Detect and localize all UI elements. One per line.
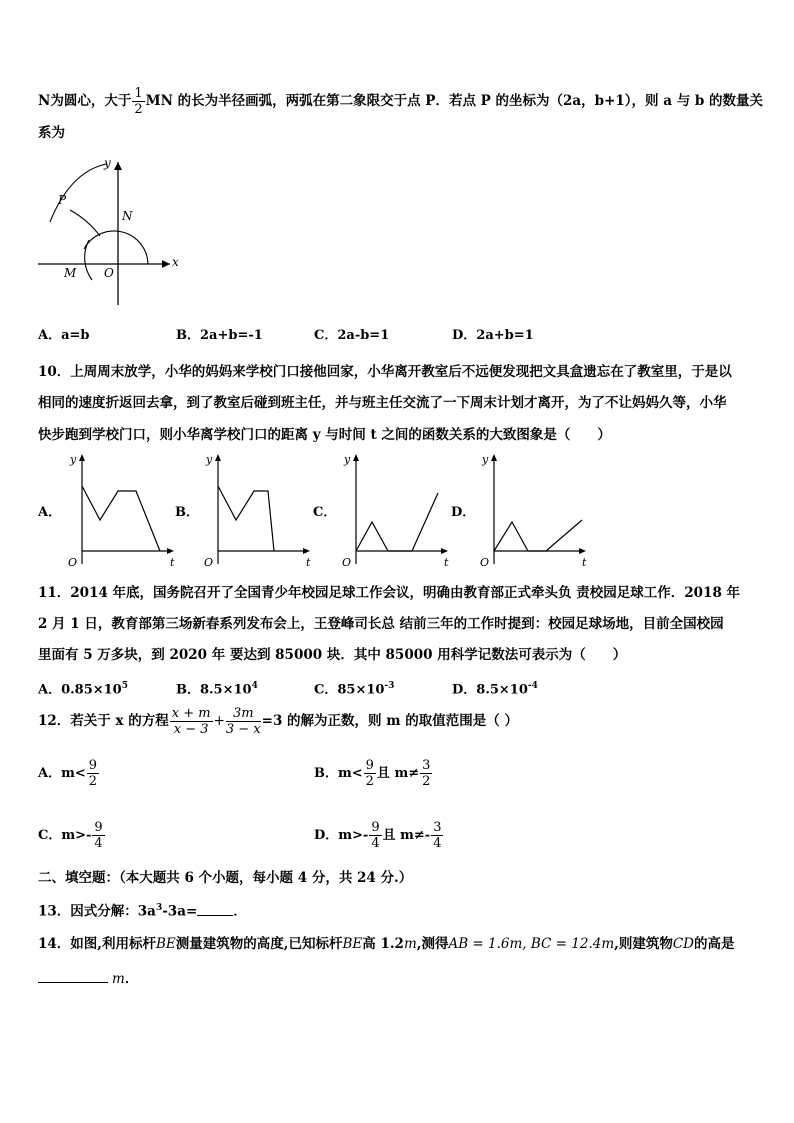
q13: 13．因式分解：$3a^3-3a=$ ．: [38, 899, 247, 921]
q10-option-a[interactable]: A．: [38, 505, 62, 520]
q11-line1: 11．2014 年底，国务院召开了全国青少年校园足球工作会议，明确由教育部正式牵头负 责校园足球工作．2018 年: [38, 585, 741, 601]
q12-option-a[interactable]: A．m< $\frac{9}{2}$: [38, 758, 98, 789]
q12-fraction-2: $\frac{3m}{3 - x}$: [225, 706, 261, 737]
q11-option-c[interactable]: C．$85\times 10^{-3}$: [314, 681, 395, 698]
origin-label: O: [104, 266, 114, 280]
q10-line3: 快步跑到学校门口，则小华离学校门口的距离 y 与时间 t 之间的函数关系的大致图象是（ ）: [38, 427, 611, 443]
q11-option-b[interactable]: B．$8.5\times 10^4$: [176, 681, 258, 698]
q11-option-d[interactable]: D．$8.5\times 10^{-4}$: [452, 681, 538, 698]
graph-b-t-label: t: [306, 556, 311, 569]
q12-stem: 12．若关于 x 的方程 $\frac{x + m}{x - 3}$ + $\frac{3m}{3 - x}$ =3 的解为正数，则 m 的取值范围是（ ）: [38, 706, 518, 737]
q9-text-post: MN 的长为半径画弧，两弧在第二象限交于点 P．若点 P 的坐标为（2a，b+1），则 a 与 b 的数量关: [145, 93, 764, 109]
graph-d-y-label: y: [482, 453, 489, 466]
q14-answer-blank[interactable]: [38, 968, 108, 983]
section-heading-fill-in: 二、填空题：（本大题共 6 个小题，每小题 4 分，共 24 分.）: [38, 870, 413, 886]
q11-line3: 里面有 5 万多块，到 2020 年 要达到 85000 块．其中 85000 用科学记数法可表示为（ ）: [38, 647, 627, 663]
graph-a-origin: O: [68, 556, 78, 569]
q9-text-pre: N为圆心，大于: [38, 93, 132, 109]
q10-line1: 10．上周周末放学，小华的妈妈来学校门口接他回家，小华离开教室后不远便发现把文具盒遗忘在了教室里，于是以: [38, 364, 732, 380]
q12-fraction-1: $\frac{x + m}{x - 3}$: [171, 706, 211, 737]
q9-option-d[interactable]: D．2a+b=1: [452, 328, 534, 343]
graph-c-origin: O: [342, 556, 352, 569]
point-p-label: P: [58, 193, 67, 207]
q12-option-b[interactable]: B．m< $\frac{9}{2}$ 且 m≠ $\frac{3}{2}$: [314, 758, 431, 789]
q10-line2: 相同的速度折返回去拿，到了教室后碰到班主任，并与班主任交流了一下周末计划才离开，为了不让妈妈久等，小华: [38, 395, 727, 411]
q10-graph-a: [60, 448, 182, 572]
half-fraction: $\frac{1}{2}$: [134, 86, 143, 117]
q11-line2: 2 月 1 日，教育部第三场新春系列发布会上，王登峰司长总 结前三年的工作时提到：校园足球场地，目前全国校园: [38, 616, 724, 632]
q10-graph-d: [472, 448, 594, 572]
q9-option-b[interactable]: B．2a+b=-1: [176, 328, 263, 343]
graph-a-y-label: y: [70, 453, 77, 466]
point-n-label: N: [122, 209, 133, 223]
q10-option-c[interactable]: C．: [313, 505, 337, 520]
q10-graph-b: [196, 448, 318, 572]
graph-b-y-label: y: [206, 453, 213, 466]
q10-graph-c: [334, 448, 456, 572]
graph-d-origin: O: [480, 556, 490, 569]
q14-line1: 14．如图,利用标杆BE测量建筑物的高度,已知标杆BE高 1.2m,测得AB = 1.6m, BC = 12.4m,则建筑物CD的高是: [38, 936, 735, 952]
y-axis-label: y: [104, 156, 111, 170]
graph-c-t-label: t: [444, 556, 449, 569]
q13-answer-blank[interactable]: [197, 901, 233, 916]
graph-c-y-label: y: [344, 453, 351, 466]
q12-option-d[interactable]: D．m>- $\frac{9}{4}$ 且 m≠- $\frac{3}{4}$: [314, 820, 442, 851]
graph-a-t-label: t: [170, 556, 175, 569]
q9-figure: [30, 150, 190, 310]
q9-line1: [38, 86, 763, 117]
q10-option-b[interactable]: B．: [175, 505, 199, 520]
q9-option-a[interactable]: A．a=b: [38, 328, 90, 343]
point-m-label: M: [64, 266, 77, 280]
graph-b-origin: O: [204, 556, 214, 569]
graph-d-t-label: t: [582, 556, 587, 569]
q9-option-c[interactable]: C．2a-b=1: [314, 328, 390, 343]
x-axis-label: x: [172, 255, 179, 269]
q14-line2: m．: [38, 968, 138, 988]
q9-line2: 系为: [38, 125, 65, 141]
q11-option-a[interactable]: A．$0.85\times 10^5$: [38, 681, 128, 698]
q10-option-d[interactable]: D．: [451, 505, 476, 520]
q12-option-c[interactable]: C．m>- $\frac{9}{4}$: [38, 820, 103, 851]
